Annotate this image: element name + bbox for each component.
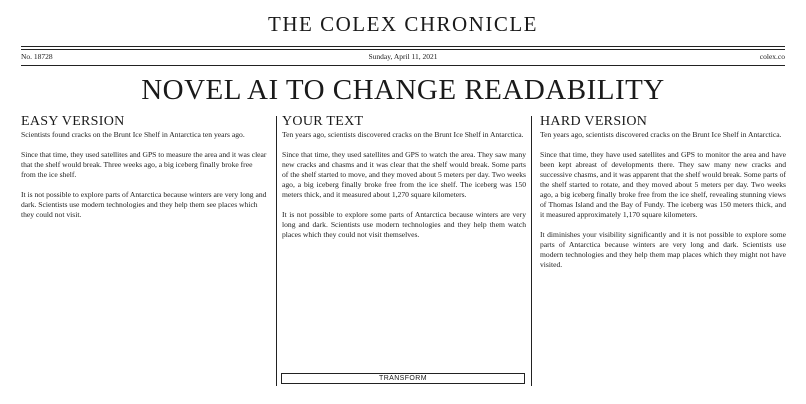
column-divider bbox=[531, 116, 532, 386]
hard-paragraph: It diminishes your visibility significantly and it is not possible to explore some parts of Antarctica because winters are very long and dark. Scientists use modern technologies and they help them map places which they might not have visited. bbox=[540, 230, 786, 269]
hard-paragraph: Ten years ago, scientists discovered cracks on the Brunt Ice Shelf in Antarctica. bbox=[540, 130, 782, 139]
your-text-paragraph[interactable]: It is not possible to explore some parts of Antarctica because winters are very long and dark. Scientists use modern technologies and they help them watch places which they could not visit themselves. bbox=[282, 210, 526, 239]
issue-date: Sunday, April 11, 2021 bbox=[368, 52, 438, 61]
info-bar-rule-bottom bbox=[21, 65, 785, 66]
easy-version-column bbox=[21, 114, 269, 230]
site-link[interactable]: colex.co bbox=[759, 52, 785, 61]
issue-number: No. 18728 bbox=[21, 52, 53, 61]
easy-paragraph: It is not possible to explore parts of Antarctica because winters are very long and dark. Scientists use modern technologies and they help them see places which they could not visit. bbox=[21, 190, 267, 219]
transform-button[interactable]: TRANSFORM bbox=[281, 373, 525, 384]
your-text-column[interactable] bbox=[282, 114, 526, 250]
easy-paragraph: Scientists found cracks on the Brunt Ice Shelf in Antarctica ten years ago. bbox=[21, 130, 245, 139]
your-text-paragraph[interactable]: Since that time, they used satellites and GPS to watch the area. They saw many new cracks and chasms and it was clear that the shelf would break. Some parts of the shelf started to move, and they moved about 5 meters per day. Two weeks ago, a big iceberg finally broke free from the ice shelf. The iceberg was 150 meters thick, and it measured about 1,270 square kilometers. bbox=[282, 150, 526, 199]
easy-version-heading: EASY VERSION bbox=[21, 114, 125, 129]
masthead-rule-top-inner bbox=[21, 49, 785, 50]
hard-paragraph: Since that time, they have used satellites and GPS to monitor the area and have been kept abreast of developments there. They saw many new cracks and successive chasms, and it was apparent that the shelf would break. Some parts of the shelf started to rotate, and they moved about 5 meters per day. Two weeks ago, a big iceberg finally broke free from the ice shelf, revealing stunning views of Thomas Island and the Bay of Fundy. The iceberg was 150 meters thick, and it measured approximately 1,170 square kilometers. bbox=[540, 150, 786, 219]
article-headline: NOVEL AI TO CHANGE READABILITY bbox=[141, 74, 665, 106]
hard-version-column bbox=[540, 114, 786, 280]
info-bar bbox=[21, 52, 785, 64]
easy-paragraph: Since that time, they used satellites and GPS to measure the area and it was clear that the shelf would break. Three weeks ago, a big iceberg finally broke free from the ice shelf. bbox=[21, 150, 267, 179]
masthead-title: THE COLEX CHRONICLE bbox=[268, 12, 538, 36]
column-divider bbox=[276, 116, 277, 386]
your-text-heading: YOUR TEXT bbox=[282, 114, 364, 129]
hard-version-heading: HARD VERSION bbox=[540, 114, 648, 129]
masthead-rule-top bbox=[21, 46, 785, 47]
your-text-paragraph[interactable]: Ten years ago, scientists discovered cracks on the Brunt Ice Shelf in Antarctica. bbox=[282, 130, 524, 139]
